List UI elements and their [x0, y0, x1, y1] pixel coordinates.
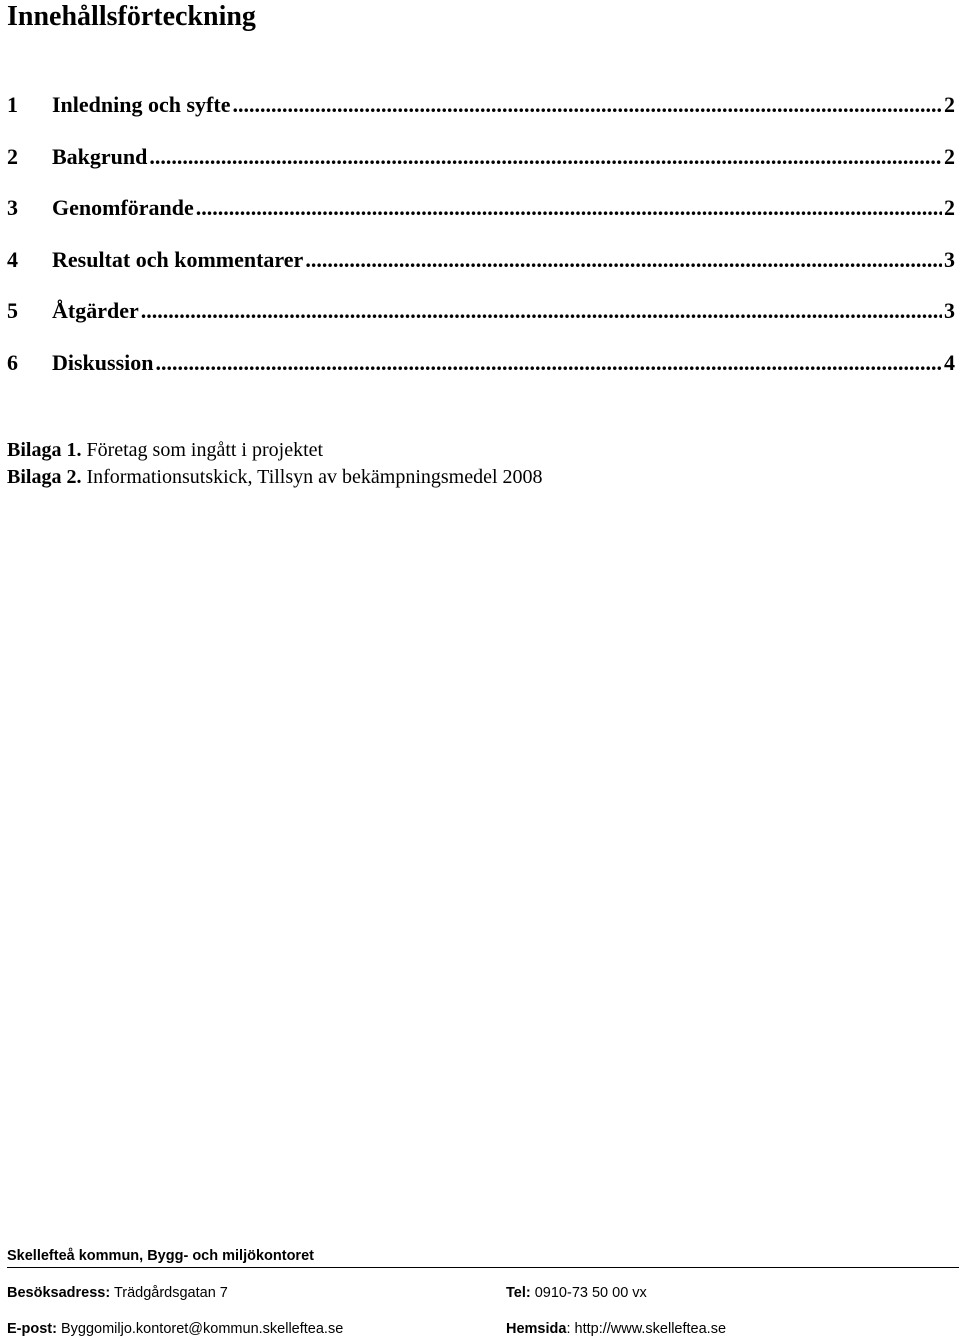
appendix-prefix: Bilaga 1.: [7, 439, 82, 461]
footer-organization: Skellefteå kommun, Bygg- och miljökontoret: [7, 1248, 314, 1264]
toc-entry-page: 2: [944, 195, 955, 220]
toc-entry[interactable]: [7, 90, 955, 142]
toc-entry-label: Resultat och kommentarer: [52, 246, 304, 272]
toc-entry-number: 3: [7, 195, 18, 220]
appendix-title: Informationsutskick, Tillsyn av bekämpningsmedel 2008: [81, 466, 543, 488]
toc-leader-dots: [232, 90, 942, 120]
appendix-title: Företag som ingått i projektet: [81, 439, 324, 461]
footer-visit-address: [7, 1285, 228, 1301]
toc-leader-dots: [305, 245, 942, 275]
footer-divider: [7, 1267, 959, 1268]
toc-leader-dots: [141, 296, 942, 326]
email-label: E-post:: [7, 1321, 57, 1337]
toc-entry[interactable]: [7, 245, 955, 297]
toc-entry-page: 2: [944, 92, 955, 117]
toc-leader-dots: [196, 193, 942, 223]
website-link[interactable]: : http://www.skelleftea.se: [566, 1321, 727, 1337]
appendix-item: [7, 437, 543, 464]
toc-leader-dots: [149, 142, 942, 172]
toc-entry[interactable]: [7, 193, 955, 245]
footer-email: [7, 1321, 343, 1337]
toc-entry-label: Diskussion: [52, 349, 154, 375]
toc-entry-number: 1: [7, 92, 18, 117]
toc-entry-label: Åtgärder: [52, 298, 139, 323]
appendix-list: [7, 437, 543, 491]
phone-label: Tel:: [506, 1285, 531, 1301]
page-title: Innehållsförteckning: [7, 1, 256, 32]
toc-entry-page: 2: [944, 143, 955, 169]
appendix-item: [7, 464, 543, 491]
toc-entry[interactable]: [7, 142, 955, 194]
toc-entry-label: Genomförande: [52, 195, 194, 220]
visit-address-label: Besöksadress:: [7, 1285, 111, 1301]
toc-entry[interactable]: [7, 296, 955, 348]
toc-entry-page: 3: [944, 246, 955, 272]
toc-entry-number: 4: [7, 246, 18, 272]
toc-entry-number: 2: [7, 143, 18, 169]
page-footer: [7, 1245, 959, 1337]
toc-entry-label: Inledning och syfte: [52, 92, 231, 117]
toc-entry-page: 3: [944, 298, 955, 323]
toc-entry-page: 4: [944, 349, 955, 375]
footer-website: [506, 1321, 726, 1337]
appendix-prefix: Bilaga 2.: [7, 466, 82, 488]
table-of-contents: [7, 90, 955, 399]
email-value[interactable]: Byggomiljo.kontoret@kommun.skelleftea.se: [56, 1321, 344, 1337]
toc-entry-number: 6: [7, 349, 18, 375]
footer-phone: [506, 1285, 647, 1301]
toc-leader-dots: [156, 348, 942, 378]
toc-entry-label: Bakgrund: [52, 143, 148, 169]
toc-entry-number: 5: [7, 298, 18, 323]
visit-address-value: Trädgårdsgatan 7: [110, 1285, 228, 1301]
website-label: Hemsida: [506, 1321, 567, 1337]
phone-value: 0910-73 50 00 vx: [530, 1285, 647, 1301]
toc-entry[interactable]: [7, 348, 955, 400]
